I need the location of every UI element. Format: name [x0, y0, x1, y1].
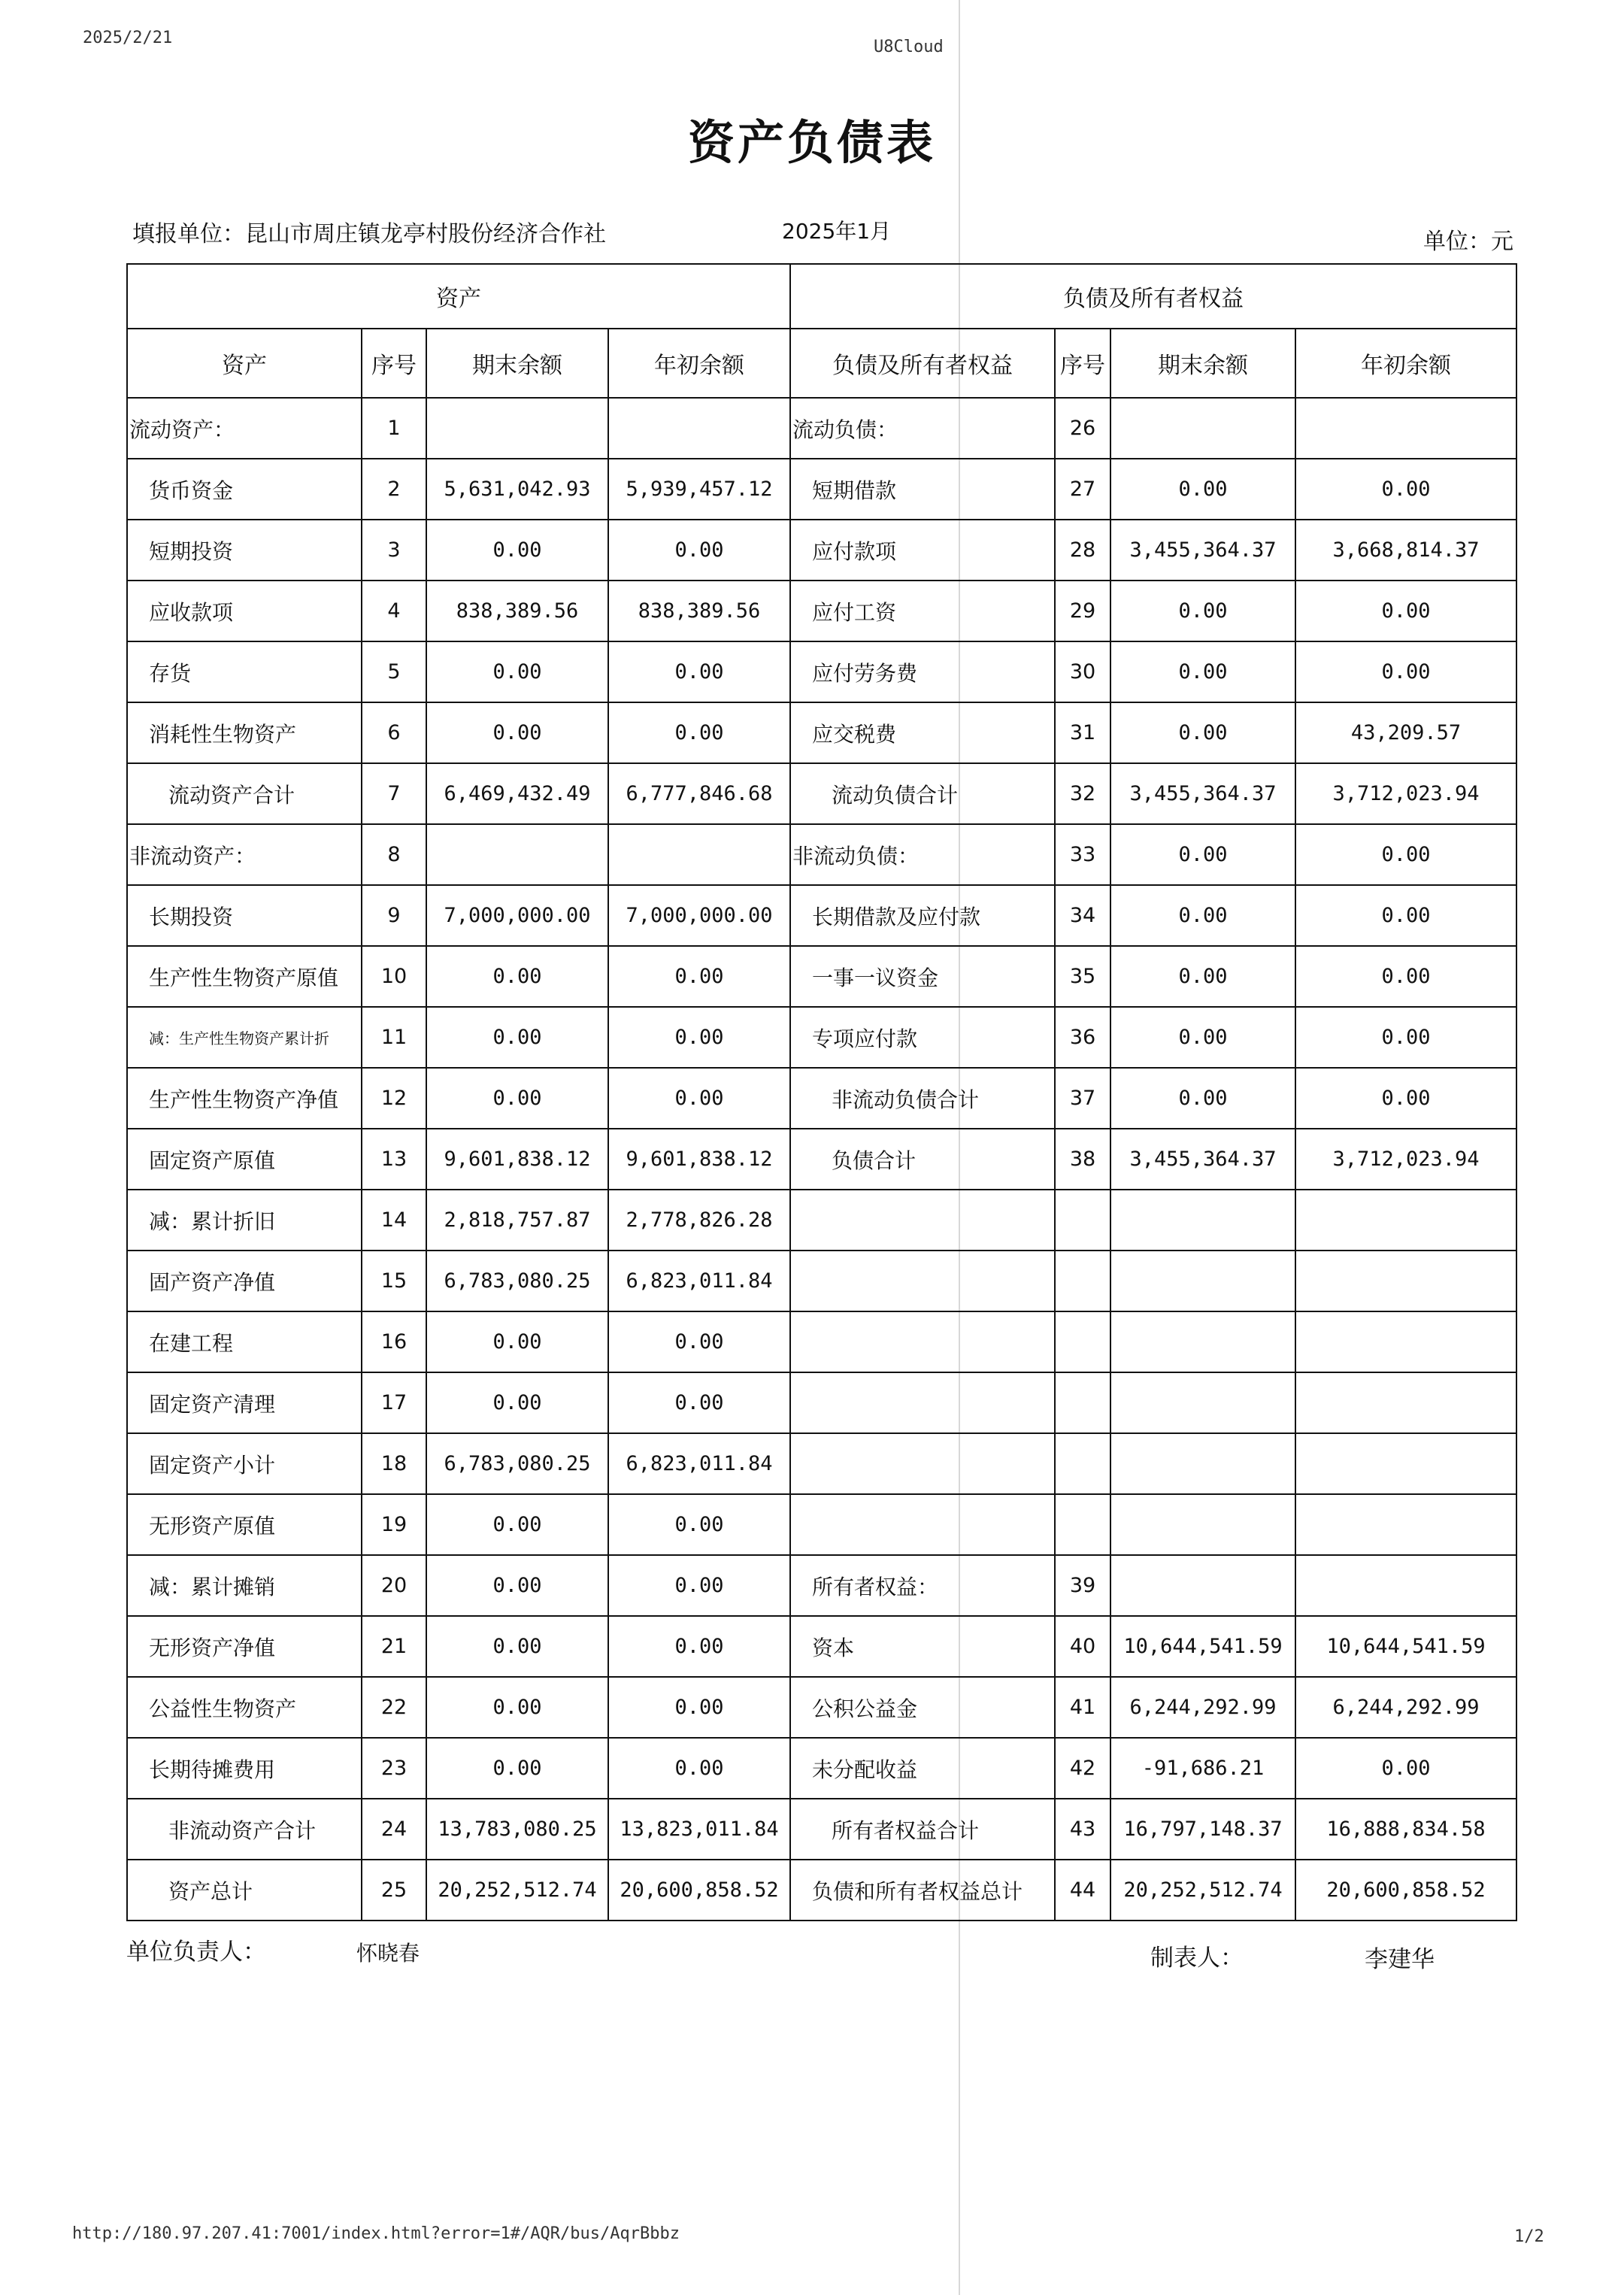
col-seq-right: 序号	[1055, 329, 1110, 398]
liability-begin-balance: 20,600,858.52	[1295, 1860, 1516, 1921]
liability-name: 未分配收益	[790, 1738, 1055, 1799]
liability-end-balance: 3,455,364.37	[1110, 520, 1295, 581]
asset-begin-balance: 0.00	[608, 1677, 790, 1738]
asset-seq: 15	[362, 1251, 426, 1311]
asset-begin-balance: 0.00	[608, 641, 790, 702]
liability-seq	[1055, 1433, 1110, 1494]
asset-seq: 3	[362, 520, 426, 581]
asset-end-balance: 0.00	[426, 702, 608, 763]
asset-name: 固产资产净值	[127, 1251, 362, 1311]
liability-begin-balance: 0.00	[1295, 885, 1516, 946]
asset-name: 短期投资	[127, 520, 362, 581]
liability-end-balance: 0.00	[1110, 885, 1295, 946]
asset-name: 消耗性生物资产	[127, 702, 362, 763]
asset-begin-balance: 0.00	[608, 1494, 790, 1555]
liability-seq: 39	[1055, 1555, 1110, 1616]
asset-end-balance: 0.00	[426, 1616, 608, 1677]
col-liability: 负债及所有者权益	[790, 329, 1055, 398]
liability-begin-balance	[1295, 1555, 1516, 1616]
asset-end-balance: 0.00	[426, 1372, 608, 1433]
liabilities-section-header: 负债及所有者权益	[790, 264, 1516, 329]
asset-seq: 16	[362, 1311, 426, 1372]
asset-end-balance: 0.00	[426, 1007, 608, 1068]
asset-seq: 5	[362, 641, 426, 702]
asset-name: 长期待摊费用	[127, 1738, 362, 1799]
asset-seq: 23	[362, 1738, 426, 1799]
liability-seq: 41	[1055, 1677, 1110, 1738]
asset-seq: 11	[362, 1007, 426, 1068]
asset-end-balance: 0.00	[426, 1311, 608, 1372]
liability-begin-balance: 0.00	[1295, 641, 1516, 702]
asset-name: 非流动资产合计	[127, 1799, 362, 1860]
asset-end-balance: 0.00	[426, 1494, 608, 1555]
liability-begin-balance	[1295, 1372, 1516, 1433]
liability-seq: 31	[1055, 702, 1110, 763]
liability-begin-balance: 0.00	[1295, 581, 1516, 641]
liability-end-balance	[1110, 1190, 1295, 1251]
asset-seq: 25	[362, 1860, 426, 1921]
asset-end-balance: 0.00	[426, 641, 608, 702]
asset-seq: 14	[362, 1190, 426, 1251]
asset-end-balance: 6,783,080.25	[426, 1433, 608, 1494]
asset-end-balance	[426, 398, 608, 459]
liability-seq	[1055, 1251, 1110, 1311]
liability-end-balance: 0.00	[1110, 702, 1295, 763]
table-row	[127, 1251, 1516, 1311]
liability-end-balance: 0.00	[1110, 459, 1295, 520]
leader-name: 怀晓春	[356, 1941, 420, 1966]
page-title: 资产负债表	[687, 115, 936, 170]
asset-seq: 12	[362, 1068, 426, 1129]
liability-begin-balance	[1295, 398, 1516, 459]
liability-name	[790, 1251, 1055, 1311]
asset-end-balance: 13,783,080.25	[426, 1799, 608, 1860]
balance-sheet-table	[126, 263, 1517, 1921]
asset-seq: 9	[362, 885, 426, 946]
liability-begin-balance	[1295, 1251, 1516, 1311]
asset-begin-balance: 6,823,011.84	[608, 1251, 790, 1311]
liability-begin-balance: 0.00	[1295, 1738, 1516, 1799]
asset-name: 公益性生物资产	[127, 1677, 362, 1738]
asset-begin-balance: 6,823,011.84	[608, 1433, 790, 1494]
liability-seq: 35	[1055, 946, 1110, 1007]
asset-end-balance: 0.00	[426, 520, 608, 581]
asset-name: 生产性生物资产原值	[127, 946, 362, 1007]
table-row	[127, 1677, 1516, 1738]
leader-label: 单位负责人：	[126, 1939, 266, 1966]
asset-seq: 4	[362, 581, 426, 641]
col-seq: 序号	[362, 329, 426, 398]
table-row	[127, 581, 1516, 641]
liability-end-balance: 0.00	[1110, 946, 1295, 1007]
liability-end-balance	[1110, 398, 1295, 459]
asset-seq: 1	[362, 398, 426, 459]
asset-begin-balance: 5,939,457.12	[608, 459, 790, 520]
asset-name: 减：生产性生物资产累计折	[127, 1007, 362, 1068]
liability-end-balance: 3,455,364.37	[1110, 763, 1295, 824]
table-row	[127, 1799, 1516, 1860]
liability-begin-balance	[1295, 1190, 1516, 1251]
liability-begin-balance	[1295, 1311, 1516, 1372]
table-row	[127, 1616, 1516, 1677]
liability-seq: 43	[1055, 1799, 1110, 1860]
app-name: U8Cloud	[874, 38, 944, 56]
asset-seq: 6	[362, 702, 426, 763]
col-begin-balance-right: 年初余额	[1295, 329, 1516, 398]
table-row	[127, 1555, 1516, 1616]
asset-end-balance: 5,631,042.93	[426, 459, 608, 520]
liability-begin-balance	[1295, 1433, 1516, 1494]
asset-seq: 2	[362, 459, 426, 520]
asset-begin-balance: 6,777,846.68	[608, 763, 790, 824]
table-row	[127, 1738, 1516, 1799]
liability-end-balance	[1110, 1372, 1295, 1433]
asset-name: 生产性生物资产净值	[127, 1068, 362, 1129]
liability-name: 资本	[790, 1616, 1055, 1677]
asset-seq: 22	[362, 1677, 426, 1738]
liability-name: 非流动负债：	[790, 824, 1055, 885]
asset-begin-balance: 0.00	[608, 1068, 790, 1129]
asset-begin-balance: 9,601,838.12	[608, 1129, 790, 1190]
liability-name: 短期借款	[790, 459, 1055, 520]
liability-begin-balance: 0.00	[1295, 824, 1516, 885]
liability-name: 负债合计	[790, 1129, 1055, 1190]
liability-end-balance: 10,644,541.59	[1110, 1616, 1295, 1677]
asset-end-balance: 20,252,512.74	[426, 1860, 608, 1921]
liability-begin-balance: 16,888,834.58	[1295, 1799, 1516, 1860]
liability-begin-balance: 6,244,292.99	[1295, 1677, 1516, 1738]
liability-seq	[1055, 1311, 1110, 1372]
table-row	[127, 1007, 1516, 1068]
liability-end-balance	[1110, 1311, 1295, 1372]
asset-name: 存货	[127, 641, 362, 702]
asset-name: 流动资产：	[127, 398, 362, 459]
asset-name: 固定资产原值	[127, 1129, 362, 1190]
asset-name: 资产总计	[127, 1860, 362, 1921]
liability-end-balance: 0.00	[1110, 824, 1295, 885]
liability-name	[790, 1372, 1055, 1433]
table-row	[127, 702, 1516, 763]
asset-begin-balance	[608, 824, 790, 885]
asset-begin-balance: 2,778,826.28	[608, 1190, 790, 1251]
asset-begin-balance: 0.00	[608, 1555, 790, 1616]
liability-end-balance: 0.00	[1110, 641, 1295, 702]
asset-begin-balance: 0.00	[608, 1616, 790, 1677]
table-row	[127, 1860, 1516, 1921]
section-header-row	[127, 264, 1516, 329]
liability-seq: 44	[1055, 1860, 1110, 1921]
asset-name: 固定资产小计	[127, 1433, 362, 1494]
asset-begin-balance: 0.00	[608, 520, 790, 581]
liability-begin-balance: 3,712,023.94	[1295, 1129, 1516, 1190]
page-number: 1/2	[1514, 2227, 1544, 2246]
liability-seq: 28	[1055, 520, 1110, 581]
table-row	[127, 1311, 1516, 1372]
assets-section-header: 资产	[127, 264, 790, 329]
liability-seq: 34	[1055, 885, 1110, 946]
col-end-balance: 期末余额	[426, 329, 608, 398]
table-row	[127, 1190, 1516, 1251]
asset-name: 减：累计折旧	[127, 1190, 362, 1251]
asset-seq: 24	[362, 1799, 426, 1860]
liability-end-balance: 16,797,148.37	[1110, 1799, 1295, 1860]
currency-unit: 单位：元	[1423, 229, 1513, 255]
asset-begin-balance: 0.00	[608, 946, 790, 1007]
asset-seq: 10	[362, 946, 426, 1007]
table-row	[127, 1494, 1516, 1555]
reporting-unit: 填报单位：昆山市周庄镇龙亭村股份经济合作社	[132, 221, 606, 247]
liability-name: 流动负债：	[790, 398, 1055, 459]
table-row	[127, 520, 1516, 581]
asset-name: 长期投资	[127, 885, 362, 946]
liability-end-balance: 20,252,512.74	[1110, 1860, 1295, 1921]
table-row	[127, 1068, 1516, 1129]
asset-end-balance: 838,389.56	[426, 581, 608, 641]
asset-name: 流动资产合计	[127, 763, 362, 824]
liability-name: 应交税费	[790, 702, 1055, 763]
liability-begin-balance: 3,668,814.37	[1295, 520, 1516, 581]
liability-name: 流动负债合计	[790, 763, 1055, 824]
liability-begin-balance: 10,644,541.59	[1295, 1616, 1516, 1677]
liability-begin-balance: 0.00	[1295, 1007, 1516, 1068]
asset-begin-balance: 7,000,000.00	[608, 885, 790, 946]
liability-seq: 38	[1055, 1129, 1110, 1190]
liability-name: 公积公益金	[790, 1677, 1055, 1738]
table-row	[127, 459, 1516, 520]
asset-end-balance: 7,000,000.00	[426, 885, 608, 946]
liability-name	[790, 1433, 1055, 1494]
table-row	[127, 763, 1516, 824]
liability-begin-balance: 0.00	[1295, 459, 1516, 520]
asset-end-balance	[426, 824, 608, 885]
liability-end-balance: 0.00	[1110, 1007, 1295, 1068]
liability-name: 长期借款及应付款	[790, 885, 1055, 946]
liability-name: 应付工资	[790, 581, 1055, 641]
liability-name	[790, 1190, 1055, 1251]
table-row	[127, 641, 1516, 702]
liability-end-balance: 0.00	[1110, 1068, 1295, 1129]
liability-name: 专项应付款	[790, 1007, 1055, 1068]
asset-seq: 13	[362, 1129, 426, 1190]
asset-begin-balance	[608, 398, 790, 459]
liability-name	[790, 1494, 1055, 1555]
asset-begin-balance: 838,389.56	[608, 581, 790, 641]
asset-seq: 19	[362, 1494, 426, 1555]
print-date: 2025/2/21	[83, 29, 173, 47]
liability-name	[790, 1311, 1055, 1372]
liability-name: 非流动负债合计	[790, 1068, 1055, 1129]
asset-end-balance: 0.00	[426, 1677, 608, 1738]
table-row	[127, 885, 1516, 946]
col-begin-balance: 年初余额	[608, 329, 790, 398]
table-row	[127, 946, 1516, 1007]
asset-end-balance: 0.00	[426, 1068, 608, 1129]
liability-end-balance: 6,244,292.99	[1110, 1677, 1295, 1738]
liability-name: 所有者权益：	[790, 1555, 1055, 1616]
liability-seq: 40	[1055, 1616, 1110, 1677]
asset-seq: 17	[362, 1372, 426, 1433]
liability-begin-balance	[1295, 1494, 1516, 1555]
col-end-balance-right: 期末余额	[1110, 329, 1295, 398]
table-row	[127, 1372, 1516, 1433]
column-header-row	[127, 329, 1516, 398]
footer-url: http://180.97.207.41:7001/index.html?error=1#/AQR/bus/AqrBbbz	[72, 2224, 680, 2243]
asset-end-balance: 0.00	[426, 1738, 608, 1799]
preparer-name: 李建华	[1365, 1946, 1435, 1973]
liability-begin-balance: 0.00	[1295, 946, 1516, 1007]
liability-name: 一事一议资金	[790, 946, 1055, 1007]
liability-end-balance: -91,686.21	[1110, 1738, 1295, 1799]
asset-seq: 21	[362, 1616, 426, 1677]
asset-end-balance: 2,818,757.87	[426, 1190, 608, 1251]
liability-end-balance: 0.00	[1110, 581, 1295, 641]
asset-end-balance: 6,469,432.49	[426, 763, 608, 824]
liability-end-balance: 3,455,364.37	[1110, 1129, 1295, 1190]
asset-seq: 8	[362, 824, 426, 885]
asset-seq: 20	[362, 1555, 426, 1616]
asset-end-balance: 0.00	[426, 1555, 608, 1616]
table-row	[127, 1129, 1516, 1190]
liability-begin-balance: 43,209.57	[1295, 702, 1516, 763]
liability-end-balance	[1110, 1251, 1295, 1311]
liability-seq: 29	[1055, 581, 1110, 641]
liability-name: 应付劳务费	[790, 641, 1055, 702]
asset-name: 在建工程	[127, 1311, 362, 1372]
liability-seq	[1055, 1190, 1110, 1251]
asset-seq: 7	[362, 763, 426, 824]
asset-end-balance: 0.00	[426, 946, 608, 1007]
table-row	[127, 824, 1516, 885]
liability-seq: 26	[1055, 398, 1110, 459]
asset-name: 货币资金	[127, 459, 362, 520]
asset-begin-balance: 0.00	[608, 1311, 790, 1372]
liability-seq	[1055, 1372, 1110, 1433]
asset-begin-balance: 13,823,011.84	[608, 1799, 790, 1860]
asset-begin-balance: 0.00	[608, 1738, 790, 1799]
liability-name: 所有者权益合计	[790, 1799, 1055, 1860]
asset-name: 无形资产原值	[127, 1494, 362, 1555]
asset-begin-balance: 0.00	[608, 1007, 790, 1068]
table-row	[127, 1433, 1516, 1494]
liability-begin-balance: 0.00	[1295, 1068, 1516, 1129]
asset-name: 固定资产清理	[127, 1372, 362, 1433]
liability-seq	[1055, 1494, 1110, 1555]
col-asset: 资产	[127, 329, 362, 398]
asset-end-balance: 6,783,080.25	[426, 1251, 608, 1311]
asset-begin-balance: 0.00	[608, 702, 790, 763]
asset-begin-balance: 0.00	[608, 1372, 790, 1433]
liability-seq: 37	[1055, 1068, 1110, 1129]
asset-end-balance: 9,601,838.12	[426, 1129, 608, 1190]
asset-name: 应收款项	[127, 581, 362, 641]
report-period: 2025年1月	[782, 219, 892, 244]
liability-seq: 42	[1055, 1738, 1110, 1799]
preparer-label: 制表人：	[1150, 1945, 1244, 1972]
liability-seq: 30	[1055, 641, 1110, 702]
liability-seq: 32	[1055, 763, 1110, 824]
asset-seq: 18	[362, 1433, 426, 1494]
liability-name: 应付款项	[790, 520, 1055, 581]
liability-seq: 27	[1055, 459, 1110, 520]
liability-end-balance	[1110, 1494, 1295, 1555]
liability-begin-balance: 3,712,023.94	[1295, 763, 1516, 824]
liability-end-balance	[1110, 1433, 1295, 1494]
liability-seq: 36	[1055, 1007, 1110, 1068]
asset-name: 无形资产净值	[127, 1616, 362, 1677]
liability-end-balance	[1110, 1555, 1295, 1616]
liability-name: 负债和所有者权益总计	[790, 1860, 1055, 1921]
liability-seq: 33	[1055, 824, 1110, 885]
asset-name: 非流动资产：	[127, 824, 362, 885]
asset-name: 减：累计摊销	[127, 1555, 362, 1616]
asset-begin-balance: 20,600,858.52	[608, 1860, 790, 1921]
table-row	[127, 398, 1516, 459]
